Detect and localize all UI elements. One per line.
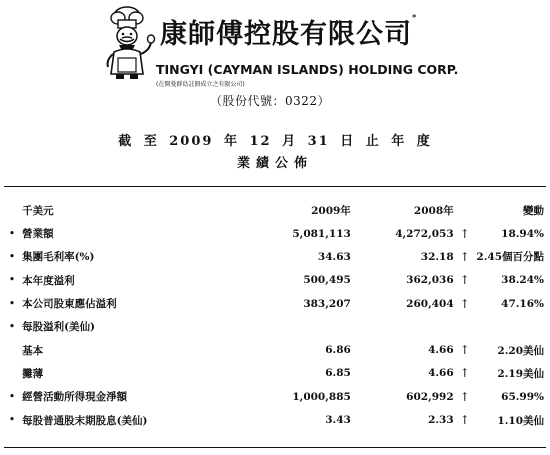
value-2009: 34.63 <box>317 250 351 263</box>
up-arrow-icon: ↑ <box>459 226 470 241</box>
table-row <box>6 338 544 361</box>
row-label: 每股普通股末期股息(美仙) <box>22 414 148 427</box>
table-row <box>6 362 544 385</box>
value-2008: 260,404 <box>406 297 454 310</box>
up-arrow-icon: ↑ <box>459 343 470 358</box>
value-2008 <box>351 315 454 338</box>
up-arrow-icon: ↑ <box>459 413 470 428</box>
column-header-2008: 2008年 <box>413 205 454 217</box>
value-2008: 4,272,053 <box>395 227 454 240</box>
change-value: 18.94% <box>501 227 544 240</box>
value-2008: 362,036 <box>406 274 454 287</box>
change-value: 1.10美仙 <box>497 414 544 427</box>
change-value: 2.19美仙 <box>497 367 544 380</box>
table-bottom-rule <box>4 447 546 448</box>
table-header-row <box>6 199 544 222</box>
table-row <box>6 292 544 315</box>
value-2008: 32.18 <box>420 250 454 263</box>
change-value <box>476 315 544 338</box>
change-value: 65.99% <box>501 390 544 403</box>
row-label: 攤薄 <box>22 367 44 380</box>
value-2008: 602,992 <box>406 390 454 403</box>
bullet-icon: • <box>9 415 15 426</box>
bullet-icon: • <box>9 251 15 262</box>
table-row <box>6 269 544 292</box>
row-label: 營業額 <box>22 228 54 241</box>
stock-code: （股份代號：0322） <box>210 94 331 108</box>
value-2009: 383,207 <box>303 297 351 310</box>
column-header-2009: 2009年 <box>311 205 351 217</box>
incorporation-note: (在開曼群島註冊成立之有限公司) <box>156 81 245 88</box>
table-top-rule <box>4 186 546 187</box>
table-row <box>6 222 544 245</box>
bullet-icon: • <box>9 275 15 286</box>
table-row <box>6 408 544 431</box>
bullet-icon: • <box>9 321 15 332</box>
row-label: 集團毛利率(%) <box>22 251 95 264</box>
table-row <box>6 315 544 338</box>
value-2009: 1,000,885 <box>292 390 351 403</box>
bullet-icon: • <box>9 298 15 309</box>
up-arrow-icon: ↑ <box>459 273 470 288</box>
up-arrow-icon <box>454 315 476 338</box>
value-2009 <box>256 315 351 338</box>
table-row <box>6 245 544 268</box>
header-bullet-spacer <box>6 199 18 222</box>
column-header-change: 變動 <box>523 205 544 217</box>
bullet-icon: • <box>9 228 15 239</box>
up-arrow-icon: ↑ <box>459 249 470 264</box>
letterhead <box>0 0 550 120</box>
row-label: 基本 <box>22 344 44 357</box>
table-row <box>6 385 544 408</box>
value-2008: 2.33 <box>428 414 454 427</box>
registered-mark: * <box>412 12 418 22</box>
chef-mascot-logo <box>96 4 158 80</box>
company-name-chinese <box>160 12 417 51</box>
row-label: 本年度溢利 <box>22 274 75 287</box>
change-value: 2.45個百分點 <box>476 251 544 264</box>
results-table <box>6 199 544 432</box>
value-2009: 5,081,113 <box>292 227 351 240</box>
bullet-icon: • <box>9 391 15 402</box>
header-arrow-spacer <box>454 199 476 222</box>
up-arrow-icon: ↑ <box>459 389 470 404</box>
value-2008: 4.66 <box>428 344 454 357</box>
column-header-unit: 千美元 <box>22 205 54 217</box>
value-2009: 6.86 <box>325 344 351 357</box>
change-value: 47.16% <box>501 297 544 310</box>
period-title: 截 至 2009 年 12 月 31 日 止 年 度 <box>118 134 432 149</box>
row-label: 本公司股東應佔溢利 <box>22 298 117 311</box>
row-label: 每股溢利(美仙) <box>22 321 96 334</box>
value-2008: 4.66 <box>428 367 454 380</box>
value-2009: 6.85 <box>325 367 351 380</box>
change-value: 38.24% <box>501 274 544 287</box>
announcement-title: 業績公佈 <box>236 156 313 171</box>
bullet-icon <box>6 362 18 385</box>
change-value: 2.20美仙 <box>497 344 544 357</box>
bullet-icon <box>6 338 18 361</box>
value-2009: 3.43 <box>325 414 351 427</box>
company-name-text: 康師傅控股有限公司 <box>160 19 412 50</box>
value-2009: 500,495 <box>303 274 351 287</box>
up-arrow-icon: ↑ <box>459 296 470 311</box>
up-arrow-icon: ↑ <box>459 366 470 381</box>
row-label: 經營活動所得現金淨額 <box>22 391 128 404</box>
company-name-english: TINGYI (CAYMAN ISLANDS) HOLDING CORP. <box>156 62 459 77</box>
